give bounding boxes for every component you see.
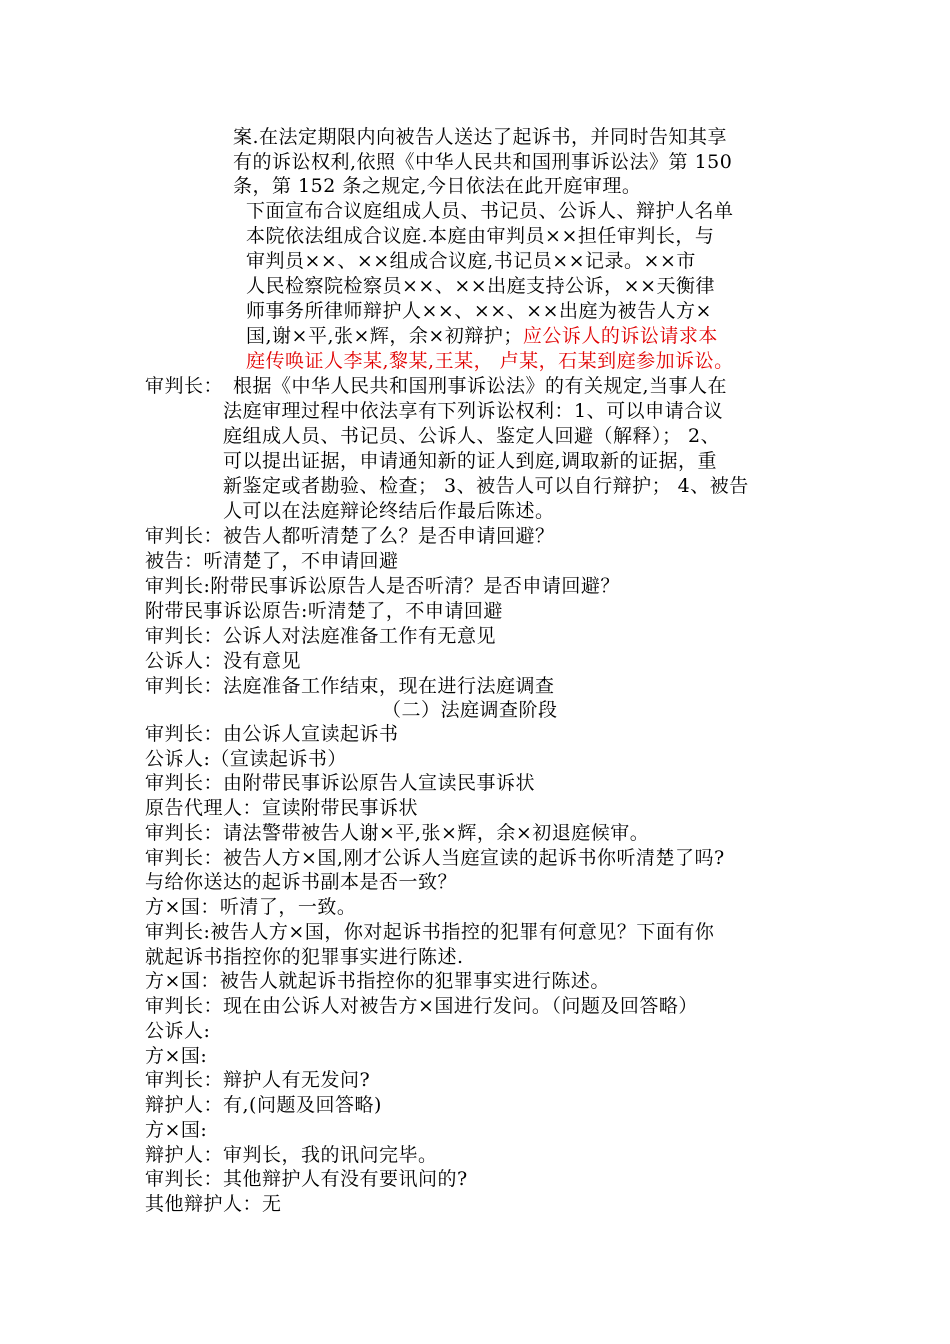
rights-line-1: 根据《中华人民共和国刑事诉讼法》的有关规定,当事人在 — [233, 375, 728, 397]
dialogue-line: 审判长:被告人方×国，你对起诉书指控的犯罪有何意见？下面有你 — [145, 921, 715, 943]
rights-speaker: 审判长： — [145, 375, 224, 397]
dialogue-line: 审判长：被告人方×国,刚才公诉人当庭宣读的起诉书你听清楚了吗? — [145, 847, 725, 869]
rights-line-4: 可以提出证据，申请通知新的证人到庭,调取新的证据，重 — [223, 450, 718, 472]
dialogue-line: 审判长：被告人都听清楚了么？是否申请回避？ — [145, 525, 555, 547]
dialogue-line: 与给你送达的起诉书副本是否一致？ — [145, 871, 458, 893]
dialogue-line: 方×国：被告人就起诉书指控你的犯罪事实进行陈述。 — [145, 970, 610, 992]
dialogue-line: 就起诉书指控你的犯罪事实进行陈述. — [145, 946, 464, 968]
dialogue-line: 公诉人: — [145, 1020, 211, 1042]
red-notice-line: 庭传唤证人李某,黎某,王某， 卢某，石某到庭参加诉讼。 — [246, 350, 734, 372]
panel-line-5: 师事务所律师辩护人××、××、××出庭为被告人方× — [246, 300, 712, 322]
panel-line-3: 审判员××、××组成合议庭,书记员××记录。××市 — [246, 250, 696, 272]
dialogue-line: 审判长：请法警带被告人谢×平,张×辉，余×初退庭候审。 — [145, 822, 650, 844]
panel-line-6-text: 国,谢×平,张×辉，余×初辩护； — [246, 325, 523, 347]
panel-line-2: 本院依法组成合议庭.本庭由审判员××担任审判长，与 — [246, 225, 715, 247]
dialogue-line: 其他辩护人：无 — [145, 1193, 282, 1215]
intro-line-3: 条，第 152 条之规定,今日依法在此开庭审理。 — [233, 175, 642, 197]
dialogue-line: 附带民事诉讼原告:听清楚了，不申请回避 — [145, 600, 503, 622]
panel-line-4: 人民检察院检察员××、××出庭支持公诉，××天衡律 — [246, 275, 716, 297]
dialogue-line: 方×国: — [145, 1119, 208, 1141]
rights-line-5: 新鉴定或者勘验、检查； 3、被告人可以自行辩护； 4、被告 — [223, 475, 749, 497]
dialogue-line: 审判长:附带民事诉讼原告人是否听清？是否申请回避？ — [145, 575, 620, 597]
red-notice-inline: 应公诉人的诉讼请求本 — [522, 325, 718, 347]
panel-line-1: 下面宣布合议庭组成人员、书记员、公诉人、辩护人名单 — [246, 200, 734, 222]
intro-line-1: 案.在法定期限内向被告人送达了起诉书，并同时告知其享 — [233, 126, 728, 148]
rights-line-3: 庭组成人员、书记员、公诉人、鉴定人回避（解释）； 2、 — [223, 425, 721, 447]
dialogue-line: 审判长：辩护人有无发问? — [145, 1069, 371, 1091]
rights-line-2: 法庭审理过程中依法享有下列诉讼权利：1、可以申请合议 — [223, 400, 724, 422]
panel-line-6 — [246, 324, 718, 348]
dialogue-line: 审判长：由公诉人宣读起诉书 — [145, 723, 399, 745]
dialogue-line: 辩护人：审判长，我的讯问完毕。 — [145, 1144, 438, 1166]
dialogue-line: 辩护人：有,(问题及回答略) — [145, 1094, 382, 1116]
intro-line-2: 有的诉讼权利,依照《中华人民共和国刑事诉讼法》第 150 — [233, 151, 733, 173]
dialogue-line: 方×国：听清了，一致。 — [145, 896, 357, 918]
dialogue-line: 审判长：现在由公诉人对被告方×国进行发问。（问题及回答略） — [145, 995, 698, 1017]
dialogue-line: 审判长：其他辩护人有没有要讯问的? — [145, 1168, 468, 1190]
dialogue-line: 公诉人：没有意见 — [145, 650, 302, 672]
section-heading: （二）法庭调查阶段 — [382, 699, 558, 721]
dialogue-line: 方×国: — [145, 1045, 208, 1067]
dialogue-line: 审判长：公诉人对法庭准备工作有无意见 — [145, 625, 497, 647]
dialogue-line: 审判长：法庭准备工作结束，现在进行法庭调查 — [145, 675, 555, 697]
dialogue-line: 被告：听清楚了，不申请回避 — [145, 550, 399, 572]
rights-line-6: 人可以在法庭辩论终结后作最后陈述。 — [223, 500, 555, 522]
dialogue-line: 审判长：由附带民事诉讼原告人宣读民事诉状 — [145, 772, 536, 794]
dialogue-line: 公诉人:（宣读起诉书） — [145, 748, 347, 770]
dialogue-line: 原告代理人：宣读附带民事诉状 — [145, 797, 419, 819]
